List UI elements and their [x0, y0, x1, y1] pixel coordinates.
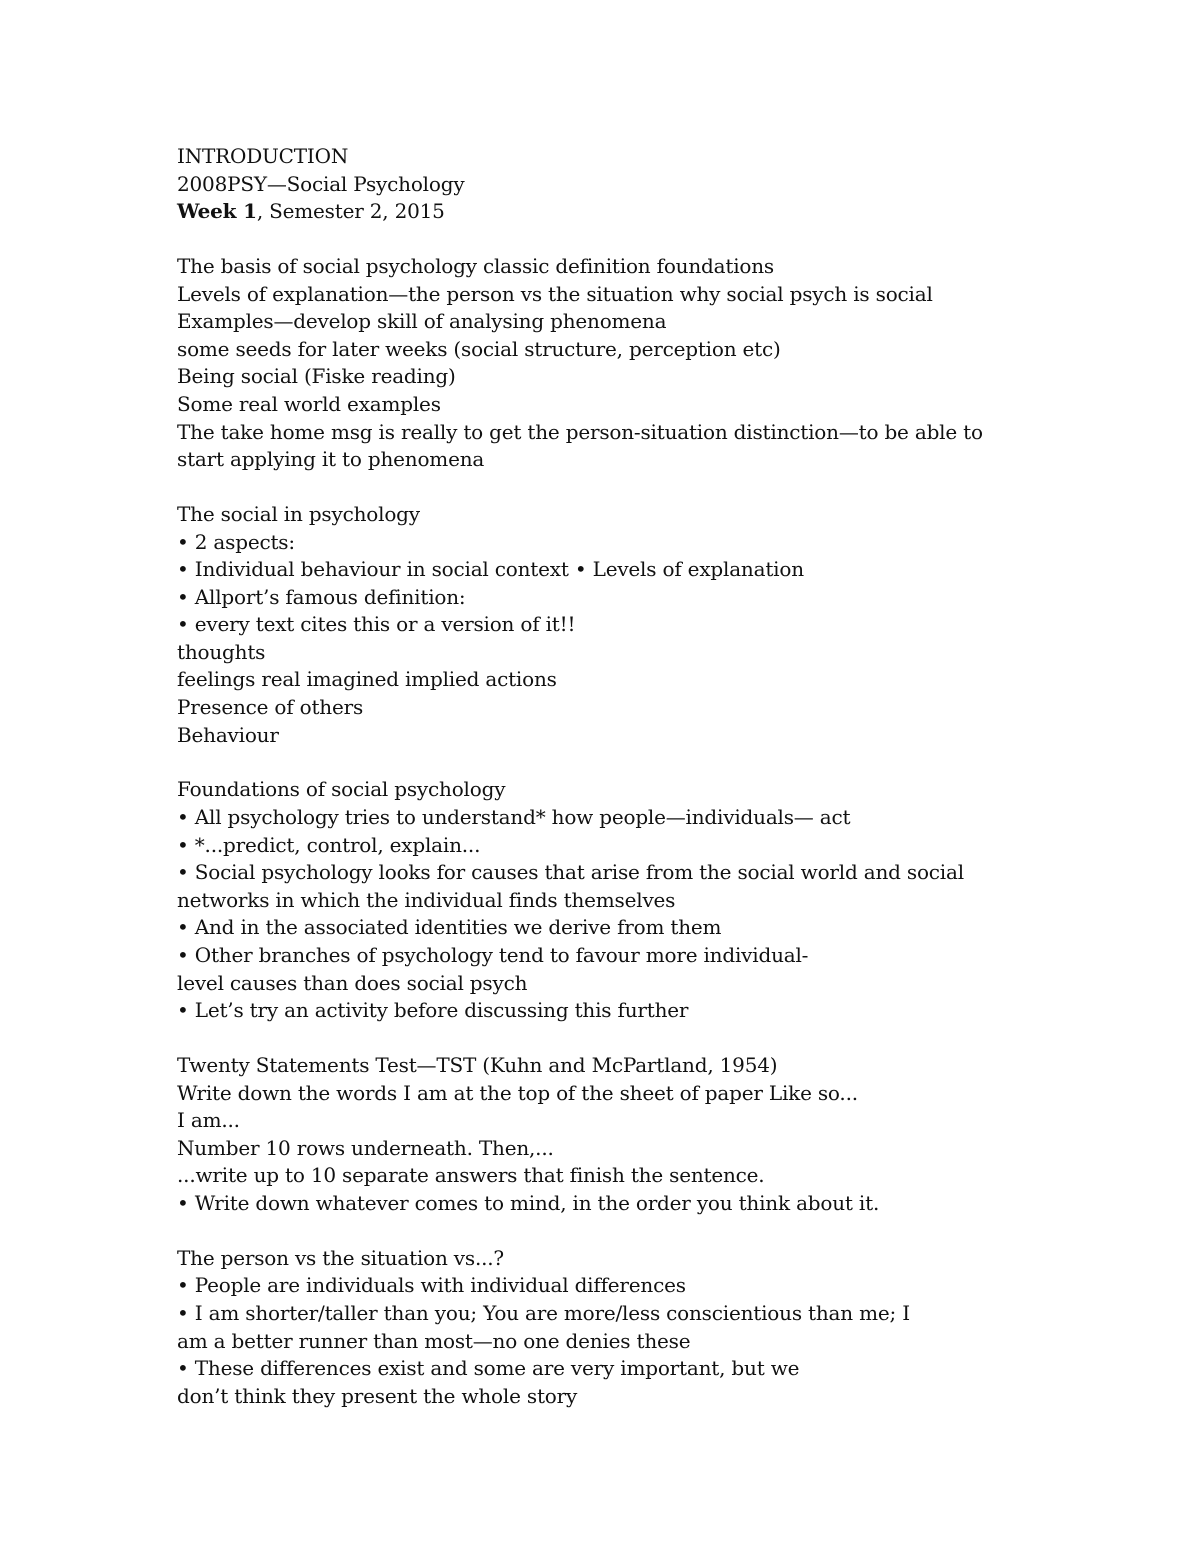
section-line: • And in the associated identities we derive from them	[177, 915, 722, 940]
overview-line: The basis of social psychology classic definition foundations	[177, 253, 774, 278]
section-heading: Twenty Statements Test—TST (Kuhn and McPartland, 1954)	[177, 1052, 778, 1077]
course-name: 2008PSY—Social Psychology	[177, 171, 465, 196]
spacer	[177, 1218, 1037, 1245]
week-rest: , Semester 2, 2015	[256, 199, 445, 224]
section-heading: The person vs the situation vs...?	[177, 1245, 504, 1270]
section-line: Write down the words I am at the top of the sheet of paper Like so...	[177, 1080, 858, 1105]
section-line: • All psychology tries to understand* how people—individuals— act	[177, 805, 851, 830]
foundations-section	[177, 776, 1037, 1024]
section-line: Presence of others	[177, 695, 364, 720]
spacer	[177, 749, 1037, 776]
person-vs-situation-section	[177, 1245, 1037, 1411]
tst-section	[177, 1052, 1037, 1218]
section-line: • Individual behaviour in social context • Levels of explanation	[177, 557, 804, 582]
overview-line: start applying it to phenomena	[177, 447, 485, 472]
section-line: • *...predict, control, explain...	[177, 832, 481, 857]
section-line: networks in which the individual finds themselves	[177, 887, 676, 912]
section-line: Number 10 rows underneath. Then,...	[177, 1135, 554, 1160]
section-line: ...write up to 10 separate answers that finish the sentence.	[177, 1163, 765, 1188]
overview-line: Levels of explanation—the person vs the situation why social psych is social	[177, 281, 933, 306]
overview-line: Being social (Fiske reading)	[177, 364, 456, 389]
section-line: Behaviour	[177, 722, 279, 747]
week-label: Week 1	[177, 199, 257, 224]
week-semester-line	[177, 198, 1037, 226]
section-heading: Foundations of social psychology	[177, 777, 506, 802]
section-line: feelings real imagined implied actions	[177, 667, 557, 692]
section-line: • Write down whatever comes to mind, in the order you think about it.	[177, 1190, 880, 1215]
spacer	[177, 1025, 1037, 1052]
section-heading: The social in psychology	[177, 501, 420, 526]
section-line: level causes than does social psych	[177, 970, 528, 995]
section-line: am a better runner than most—no one denies these	[177, 1328, 691, 1353]
section-line: • Allport’s famous definition:	[177, 584, 466, 609]
overview-line: Examples—develop skill of analysing phenomena	[177, 309, 667, 334]
document-header	[177, 143, 1037, 226]
section-line: thoughts	[177, 639, 266, 664]
overview-section	[177, 253, 1037, 474]
section-line: • People are individuals with individual differences	[177, 1273, 686, 1298]
section-line: don’t think they present the whole story	[177, 1383, 578, 1408]
section-line: • Social psychology looks for causes that arise from the social world and social	[177, 860, 964, 885]
section-line: • Other branches of psychology tend to favour more individual-	[177, 943, 809, 967]
spacer	[177, 226, 1037, 253]
overview-line: The take home msg is really to get the person-situation distinction—to be able to	[177, 419, 983, 444]
section-line: • every text cites this or a version of it!!	[177, 612, 576, 637]
section-line: I am...	[177, 1108, 240, 1133]
overview-line: Some real world examples	[177, 391, 441, 416]
document-title: INTRODUCTION	[177, 144, 349, 168]
section-line: • These differences exist and some are very important, but we	[177, 1356, 800, 1381]
social-in-psychology-section	[177, 501, 1037, 749]
section-line: • 2 aspects:	[177, 529, 295, 554]
document-page	[177, 143, 1037, 1410]
section-line: • Let’s try an activity before discussing this further	[177, 998, 689, 1023]
overview-line: some seeds for later weeks (social structure, perception etc)	[177, 336, 781, 361]
spacer	[177, 474, 1037, 501]
section-line: • I am shorter/taller than you; You are more/less conscientious than me; I	[177, 1300, 910, 1325]
